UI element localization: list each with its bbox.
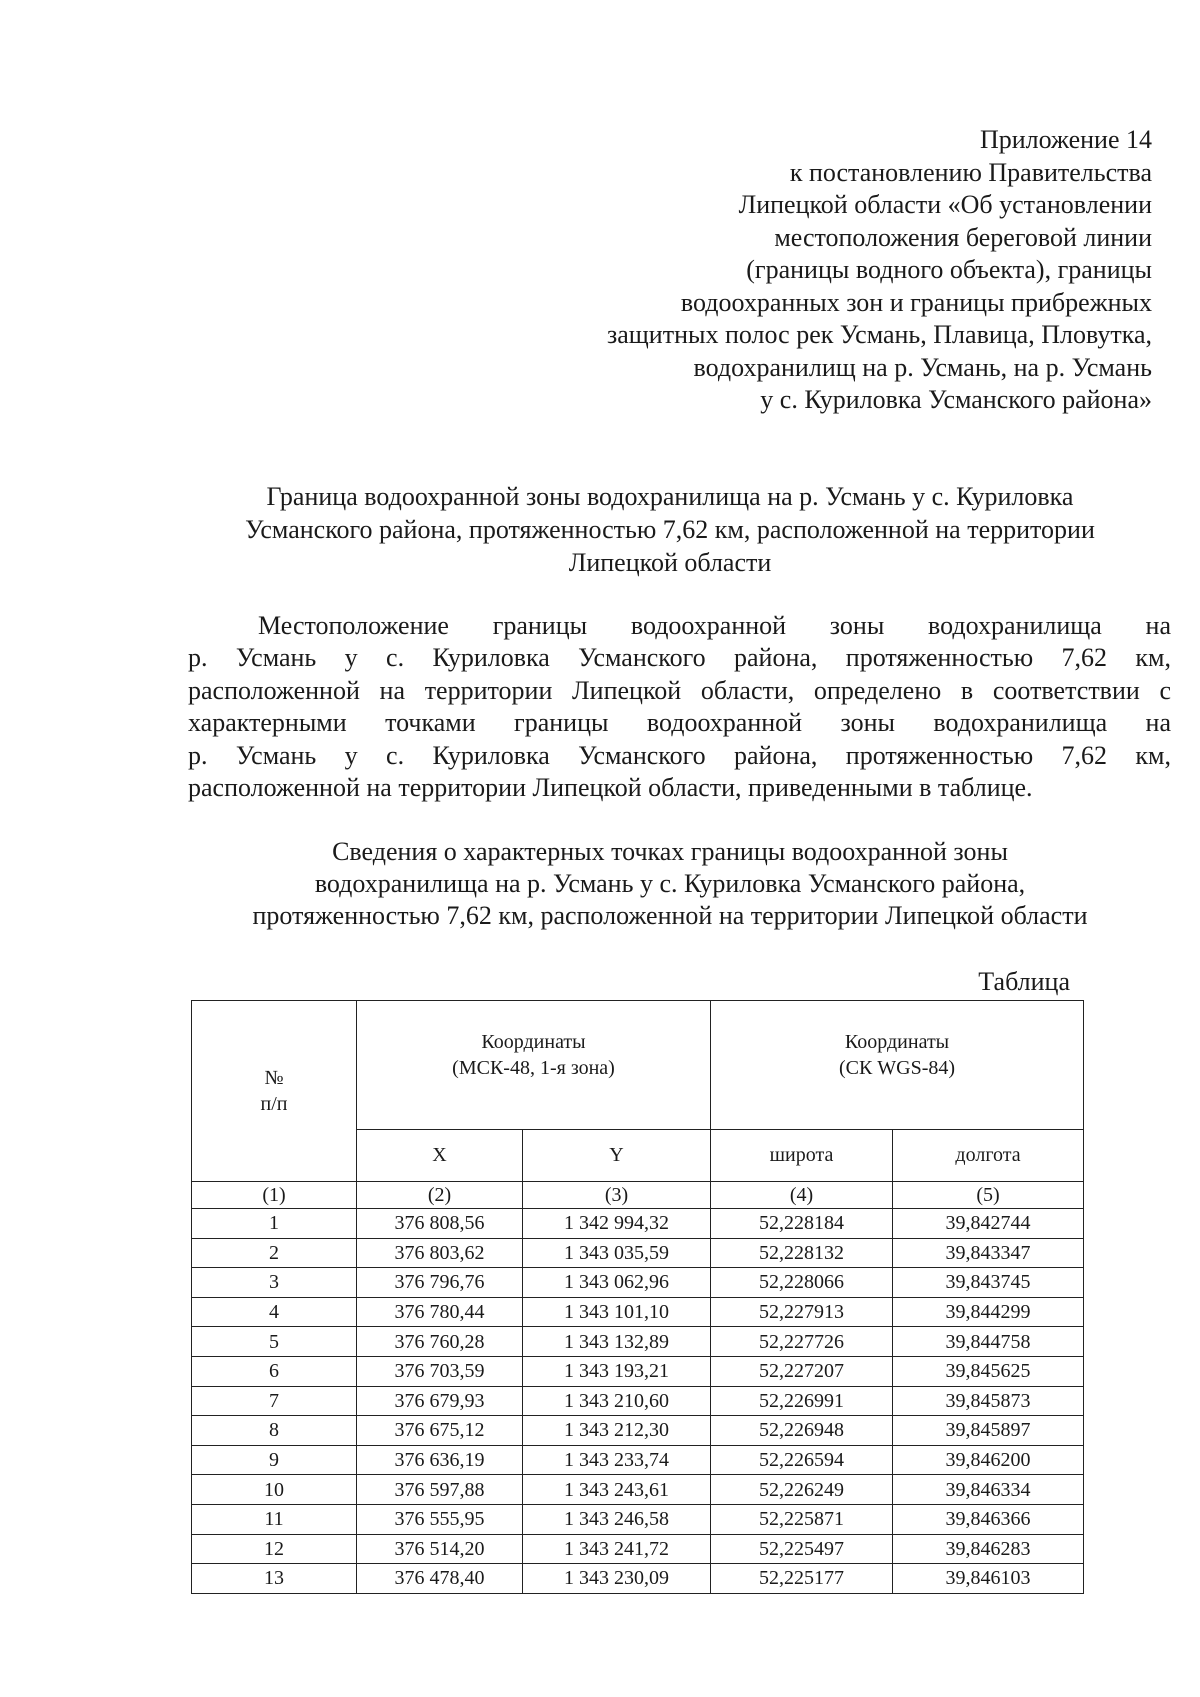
table-row xyxy=(192,1356,1084,1386)
table-row xyxy=(192,1534,1084,1564)
cell-y: 1 343 210,60 xyxy=(523,1386,711,1416)
cell-x: 376 675,12 xyxy=(357,1416,523,1446)
cell-x: 376 808,56 xyxy=(357,1209,523,1239)
appendix-line: Липецкой области «Об установлении xyxy=(738,190,1152,219)
header-x: X xyxy=(357,1130,523,1182)
body-line: расположенной на территории Липецкой области, определено в соответствии с xyxy=(188,675,1171,705)
appendix-line: Приложение 14 xyxy=(979,125,1152,154)
cell-y: 1 343 246,58 xyxy=(523,1504,711,1534)
table-row xyxy=(192,1386,1084,1416)
cell-number: 12 xyxy=(192,1534,357,1564)
table-row xyxy=(192,1504,1084,1534)
cell-x: 376 796,76 xyxy=(357,1268,523,1298)
table-row xyxy=(192,1297,1084,1327)
body-line: Местоположение границы водоохранной зоны водохранилища на xyxy=(258,611,1171,640)
cell-y: 1 343 132,89 xyxy=(523,1327,711,1357)
cell-latitude: 52,225497 xyxy=(711,1534,893,1564)
appendix-line: защитных полос рек Усмань, Плавица, Пловутка, xyxy=(606,320,1152,349)
column-index: (3) xyxy=(523,1182,711,1209)
cell-y: 1 343 101,10 xyxy=(523,1297,711,1327)
table-row xyxy=(192,1416,1084,1446)
header-latitude: широта xyxy=(711,1130,893,1182)
column-index: (4) xyxy=(711,1182,893,1209)
cell-y: 1 343 230,09 xyxy=(523,1564,711,1594)
cell-longitude: 39,846200 xyxy=(893,1445,1084,1475)
cell-longitude: 39,844758 xyxy=(893,1327,1084,1357)
cell-latitude: 52,226991 xyxy=(711,1386,893,1416)
cell-latitude: 52,228132 xyxy=(711,1238,893,1268)
appendix-header xyxy=(532,124,1152,417)
cell-latitude: 52,225871 xyxy=(711,1504,893,1534)
cell-longitude: 39,843347 xyxy=(893,1238,1084,1268)
table-row xyxy=(192,1268,1084,1298)
cell-latitude: 52,226249 xyxy=(711,1475,893,1505)
table-label: Таблица xyxy=(978,967,1070,996)
cell-x: 376 597,88 xyxy=(357,1475,523,1505)
caption-line: водохранилища на р. Усмань у с. Куриловка Усманского района, xyxy=(314,869,1026,898)
cell-y: 1 343 062,96 xyxy=(523,1268,711,1298)
document-title xyxy=(170,480,1170,579)
cell-number: 11 xyxy=(192,1504,357,1534)
cell-number: 6 xyxy=(192,1356,357,1386)
coordinates-table xyxy=(191,1000,1084,1594)
body-paragraph xyxy=(188,610,1171,804)
body-line: р. Усмань у с. Куриловка Усманского района, протяженностью 7,62 км, xyxy=(188,643,1171,673)
caption-line: протяженностью 7,62 км, расположенной на территории Липецкой области xyxy=(252,901,1088,930)
header-wgs xyxy=(711,1001,1084,1130)
header-number xyxy=(192,1001,357,1182)
table-row xyxy=(192,1564,1084,1594)
body-line: расположенной на территории Липецкой области, приведенными в таблице. xyxy=(188,773,1033,803)
cell-number: 9 xyxy=(192,1445,357,1475)
table-caption xyxy=(170,836,1170,932)
column-index: (5) xyxy=(893,1182,1084,1209)
appendix-line: водохранилищ на р. Усмань, на р. Усмань xyxy=(693,352,1152,382)
cell-number: 13 xyxy=(192,1564,357,1594)
cell-x: 376 514,20 xyxy=(357,1534,523,1564)
cell-y: 1 343 193,21 xyxy=(523,1356,711,1386)
cell-number: 1 xyxy=(192,1209,357,1239)
cell-longitude: 39,845897 xyxy=(893,1416,1084,1446)
cell-x: 376 679,93 xyxy=(357,1386,523,1416)
cell-y: 1 342 994,32 xyxy=(523,1209,711,1239)
cell-latitude: 52,227207 xyxy=(711,1356,893,1386)
header-msk xyxy=(357,1001,711,1130)
header-msk-line1: Координаты xyxy=(481,1031,586,1053)
cell-longitude: 39,843745 xyxy=(893,1268,1084,1298)
cell-y: 1 343 212,30 xyxy=(523,1416,711,1446)
cell-y: 1 343 243,61 xyxy=(523,1475,711,1505)
cell-x: 376 703,59 xyxy=(357,1356,523,1386)
header-wgs-line2: (СК WGS-84) xyxy=(838,1057,956,1079)
cell-number: 5 xyxy=(192,1327,357,1357)
cell-x: 376 478,40 xyxy=(357,1564,523,1594)
cell-longitude: 39,846366 xyxy=(893,1504,1084,1534)
cell-latitude: 52,227913 xyxy=(711,1297,893,1327)
cell-longitude: 39,846283 xyxy=(893,1534,1084,1564)
cell-number: 8 xyxy=(192,1416,357,1446)
appendix-line: водоохранных зон и границы прибрежных xyxy=(680,287,1152,317)
body-line: характерными точками границы водоохранной зоны водохранилища на xyxy=(188,708,1171,738)
title-line: Липецкой области xyxy=(568,548,772,577)
cell-latitude: 52,225177 xyxy=(711,1564,893,1594)
appendix-line: (границы водного объекта), границы xyxy=(746,255,1152,284)
cell-longitude: 39,845625 xyxy=(893,1356,1084,1386)
table-row xyxy=(192,1327,1084,1357)
column-index: (1) xyxy=(192,1182,357,1209)
appendix-line: у с. Куриловка Усманского района» xyxy=(760,385,1152,414)
table-row xyxy=(192,1209,1084,1239)
cell-longitude: 39,846334 xyxy=(893,1475,1084,1505)
table-row xyxy=(192,1238,1084,1268)
cell-number: 4 xyxy=(192,1297,357,1327)
cell-x: 376 636,19 xyxy=(357,1445,523,1475)
body-line: р. Усмань у с. Куриловка Усманского района, протяженностью 7,62 км, xyxy=(188,740,1171,770)
appendix-line: к постановлению Правительства xyxy=(789,157,1152,187)
cell-y: 1 343 233,74 xyxy=(523,1445,711,1475)
caption-line: Сведения о характерных точках границы водоохранной зоны xyxy=(332,837,1008,866)
column-index: (2) xyxy=(357,1182,523,1209)
cell-latitude: 52,228184 xyxy=(711,1209,893,1239)
cell-latitude: 52,228066 xyxy=(711,1268,893,1298)
title-line: Усманского района, протяженностью 7,62 км, расположенной на территории xyxy=(245,515,1095,544)
table-row xyxy=(192,1445,1084,1475)
cell-number: 3 xyxy=(192,1268,357,1298)
cell-x: 376 555,95 xyxy=(357,1504,523,1534)
cell-longitude: 39,845873 xyxy=(893,1386,1084,1416)
cell-x: 376 760,28 xyxy=(357,1327,523,1357)
title-line: Граница водоохранной зоны водохранилища на р. Усмань у с. Куриловка xyxy=(266,482,1074,511)
header-number-line2: п/п xyxy=(260,1093,288,1115)
cell-y: 1 343 241,72 xyxy=(523,1534,711,1564)
header-number-line1: № xyxy=(264,1067,284,1089)
cell-number: 10 xyxy=(192,1475,357,1505)
cell-number: 7 xyxy=(192,1386,357,1416)
cell-longitude: 39,842744 xyxy=(893,1209,1084,1239)
header-y: Y xyxy=(523,1130,711,1182)
cell-y: 1 343 035,59 xyxy=(523,1238,711,1268)
appendix-line: местоположения береговой линии xyxy=(774,222,1152,252)
cell-latitude: 52,227726 xyxy=(711,1327,893,1357)
cell-longitude: 39,846103 xyxy=(893,1564,1084,1594)
cell-latitude: 52,226948 xyxy=(711,1416,893,1446)
cell-number: 2 xyxy=(192,1238,357,1268)
table-row xyxy=(192,1475,1084,1505)
cell-x: 376 803,62 xyxy=(357,1238,523,1268)
cell-latitude: 52,226594 xyxy=(711,1445,893,1475)
cell-longitude: 39,844299 xyxy=(893,1297,1084,1327)
header-wgs-line1: Координаты xyxy=(844,1031,950,1053)
header-msk-line2: (МСК-48, 1-я зона) xyxy=(452,1057,615,1079)
cell-x: 376 780,44 xyxy=(357,1297,523,1327)
header-longitude: долгота xyxy=(893,1130,1084,1182)
